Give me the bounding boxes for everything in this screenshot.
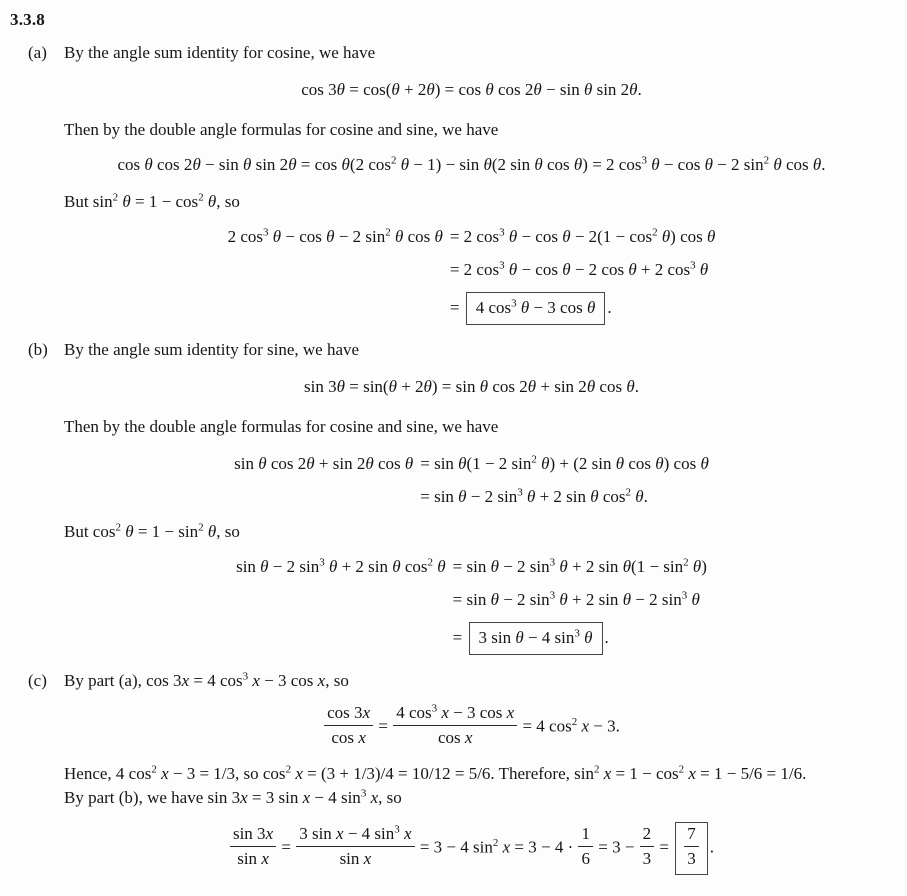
part-a-sum-identity-equation: cos 3θ = cos(θ + 2θ) = cos θ cos 2θ − sin θ sin 2θ. [301,80,642,99]
equation-rhs: = sin θ(1 − 2 $\sin^2 \theta) + (2$ sin θ cos θ) cos θ [420,453,709,473]
part-b-label: (b) [28,340,48,359]
part-b-derivation-equations [64,556,879,655]
part-c-by-part-b-text: By part (b), we have sin 3x = 3 sin x − 4 $\sin^3 x$, so [64,787,402,807]
part-a-expansion-equation: cos θ cos 2θ − sin θ sin 2θ = cos θ(2 $\cos^2 \theta - 1) - \sin \theta(2$ sin θ cos θ) = 2 $\cos^3 \theta - \cos \theta - 2$ $\sin^2 \theta$ cos θ. [117,154,826,174]
part-c-hence-text: Hence, 4 $\cos^2 x - 3 = 1/3$, so $\cos^2 x = (3 + 1/3)/4 = 10/12 = 5/6$. Therefore, $\sin^2 x = 1 - \cos^2 x = 1 - 5/6 = 1/6$. [64,763,807,783]
equation-rhs: = sin θ − 2 $\sin^3 \theta + 2$ sin θ − 2 $\sin^3 \theta$ [452,589,700,609]
boxed-answer-b: 3 sin θ − 4 $\sin^3 \theta$ [469,622,603,655]
boxed-answer-c: $\frac{7}{3}$ [675,822,708,875]
part-b-double-angle-text: Then by the double angle formulas for cosine and sine, we have [64,417,499,436]
boxed-answer-a: 4 $\cos^3 \theta - 3$ cos θ [466,292,606,325]
equation-rhs: = sin θ − 2 $\sin^3 \theta + 2$ $\sin \theta(1 - \sin^2 \theta)$ [452,556,707,576]
part-b-sum-identity-equation: sin 3θ = sin(θ + 2θ) = sin θ cos 2θ + sin 2θ cos θ. [304,377,639,396]
part-c-final-equation: $\frac{\sin 3x}{\text{sin x}}$ = $\frac{3 \sin x - 4 \sin^3 x}{\text{sin x}}$ = 3 − 4 $\sin^2 x = 3 - 4$ · $\frac{1}{6}$ = 3 − $\frac{2}{3}$ = $\frac{7}{3}$ . [64,822,879,875]
part-c-label: (c) [28,671,47,690]
part-c-quotient-equation: $\frac{\cos 3x}{\text{cos x}}$ = $\frac{4 \cos^3 x - 3 \cos x}{\text{cos x}}$ = 4 $\cos^2 x - 3$. [64,705,879,750]
part-b [10,339,879,655]
equation-lhs: 2 $\cos^3 \theta - \cos \theta - 2$ $\sin^2 \theta$ cos θ [227,226,443,246]
part-b-substitution-text: But $\cos^2 \theta = 1 - \sin^2 \theta$, so [64,521,240,541]
part-c [10,670,879,875]
part-b-expansion-equations [64,453,879,508]
part-c-intro-text: By part (a), cos 3x = 4 $\cos^3 x - 3$ cos x, so [64,670,349,690]
part-b-intro-text: By the angle sum identity for sine, we have [64,340,360,359]
equation-rhs-final-answer: = 3 sin θ − 4 $\sin^3 \theta$ . [453,622,707,655]
equation-rhs: = 2 $\cos^3 \theta - \cos \theta - 2$ cos θ + 2 $\cos^3 \theta$ [449,259,709,279]
part-a-intro-text: By the angle sum identity for cosine, we have [64,43,376,62]
part-a-derivation-equations [64,226,879,325]
part-a-label: (a) [28,43,47,62]
equation-rhs: = sin θ − 2 $\sin^3 \theta + 2$ sin θ $\cos^2 \theta$. [420,486,648,506]
part-a-substitution-text: But $\sin^2 \theta = 1 - \cos^2 \theta$, so [64,191,240,211]
equation-rhs: = 2 $\cos^3 \theta - \cos \theta - 2(1 - \cos^2 \theta)$ cos θ [449,226,716,246]
equation-rhs-final-answer: = 4 $\cos^3 \theta - 3$ cos θ . [450,292,716,325]
part-a-double-angle-text: Then by the double angle formulas for cosine and sine, we have [64,120,499,139]
equation-lhs: sin θ cos 2θ + sin 2θ cos θ [234,454,414,473]
problem-number: 3.3.8 [10,10,45,29]
equation-lhs: sin θ − 2 $\sin^3 \theta + 2$ sin θ $\cos^2 \theta$ [236,556,446,576]
part-a [10,42,879,325]
